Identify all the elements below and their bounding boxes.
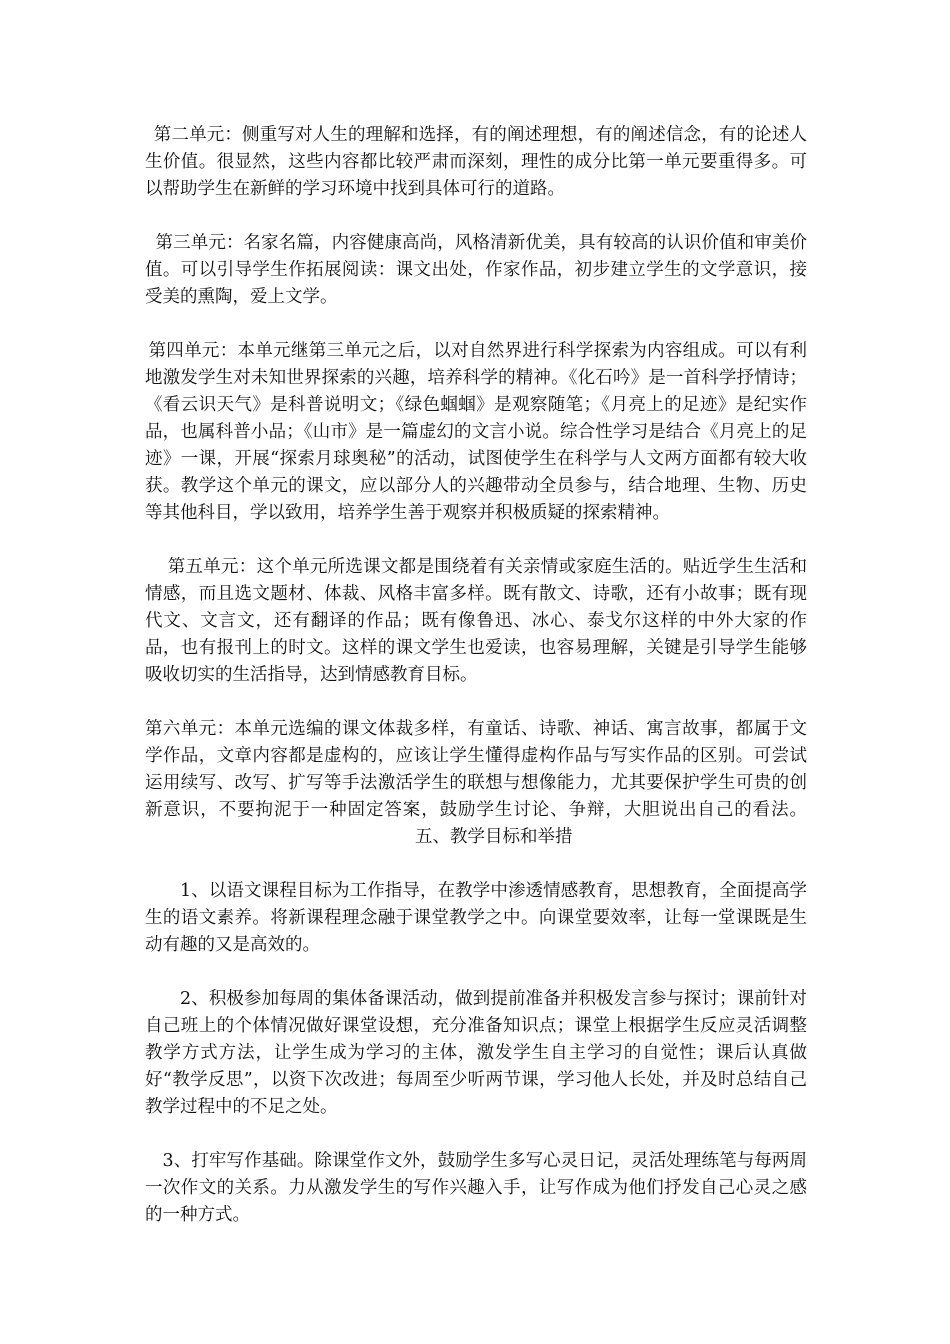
paragraph-goal-3: 3、打牢写作基础。除课堂作文外，鼓励学生多写心灵日记，灵活处理练笔与每两周一次作文的关系。力从激发学生的写作兴趣入手，让写作成为他们抒发自己心灵之感的一种方式。 xyxy=(145,1151,807,1225)
paragraph-unit-3: 第三单元：名家名篇，内容健康高尚，风格清新优美，具有较高的认识价值和审美价值。可以引导学生作拓展阅读：课文出处，作家作品，初步建立学生的文学意识，接受美的熏陶，爱上文学。 xyxy=(145,233,807,307)
paragraph-unit-6 xyxy=(145,716,807,851)
document-page xyxy=(145,122,807,1256)
section-heading-goals: 五、教学目标和举措 xyxy=(415,827,573,847)
paragraph-unit-5: 第五单元：这个单元所选课文都是围绕着有关亲情或家庭生活的。贴近学生生活和情感，而且选文题材、体裁、风格丰富多样。既有散文、诗歌，还有小故事；既有现代文、文言文，还有翻译的作品；既有像鲁迅、冰心、泰戈尔这样的中外大家的作品，也有报刊上的时文。这样的课文学生也爱读，也容易理解，关键是引导学生能够吸收切实的生活指导，达到情感教育目标。 xyxy=(145,557,807,685)
paragraph-unit-4: 第四单元：本单元继第三单元之后，以对自然界进行科学探索为内容组成。可以有利地激发学生对未知世界探索的兴趣，培养科学的精神。《化石吟》是一首科学抒情诗；《看云识天气》是科普说明文；《绿色蝈蝈》是观察随笔；《月亮上的足迹》是纪实作品，也属科普小品；《山市》是一篇虚幻的文言小说。综合性学习是结合《月亮上的足迹》一课，开展“探索月球奥秘”的活动，试图使学生在科学与人文两方面都有较大收获。教学这个单元的课文，应以部分人的兴趣带动全员参与，结合地理、生物、历史等其他科目，学以致用，培养学生善于观察并积极质疑的探索精神。 xyxy=(145,341,807,523)
paragraph-goal-2: 2、积极参加每周的集体备课活动，做到提前准备并积极发言参与探讨；课前针对自己班上的个体情况做好课堂设想，充分准备知识点；课堂上根据学生反应灵活调整教学方式方法，让学生成为学习的主体，激发学生自主学习的自觉性；课后认真做好“教学反思”，以资下次改进；每周至少听两节课，学习他人长处，并及时总结自己教学过程中的不足之处。 xyxy=(145,989,807,1117)
paragraph-unit-2: 第二单元：侧重写对人生的理解和选择，有的阐述理想，有的阐述信念，有的论述人生价值。很显然，这些内容都比较严肃而深刻，理性的成分比第一单元要重得多。可以帮助学生在新鲜的学习环境中找到具体可行的道路。 xyxy=(145,125,807,199)
paragraph-unit-6-text: 第六单元：本单元选编的课文体裁多样，有童话、诗歌、神话、寓言故事，都属于文学作品，文章内容都是虚构的，应该让学生懂得虚构作品与写实作品的区别。可尝试运用续写、改写、扩写等手法激活学生的联想与想像能力，尤其要保护学生可贵的创新意识，不要拘泥于一种固定答案，鼓励学生讨论、争辩，大胆说出自己的看法。 xyxy=(145,719,807,820)
paragraph-goal-1: 1、以语文课程目标为工作指导，在教学中渗透情感教育，思想教育，全面提高学生的语文素养。将新课程理念融于课堂教学之中。向课堂要效率，让每一堂课既是生动有趣的又是高效的。 xyxy=(145,881,807,955)
